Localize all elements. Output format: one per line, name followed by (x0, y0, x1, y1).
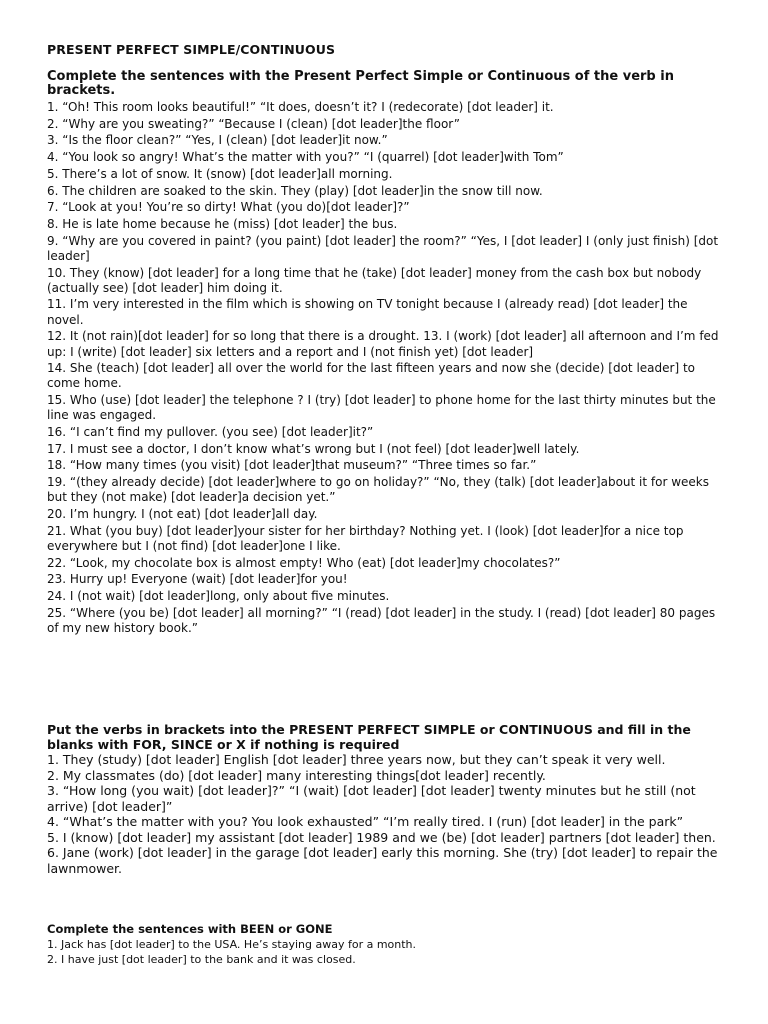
exercise-item: 24. I (not wait) [dot leader]long, only about five minutes. (47, 589, 390, 604)
section-heading-for-since: Put the verbs in brackets into the PRESENT PERFECT SIMPLE or CONTINUOUS and fill in the blanks with FOR, SINCE or X if nothing is required (47, 722, 691, 752)
exercise-item: 19. “(they already decide) [dot leader]where to go on holiday?” “No, they (talk) [dot leader]about it for weeks but they (not make) [dot leader]a decision yet.” (47, 475, 709, 505)
exercise-item: 11. I’m very interested in the film which is showing on TV tonight because I (already read) [dot leader] the novel. (47, 297, 688, 327)
exercise-item: 2. My classmates (do) [dot leader] many interesting things[dot leader] recently. (47, 767, 546, 783)
exercise-item: 17. I must see a doctor, I don’t know what’s wrong but I (not feel) [dot leader]well lately. (47, 441, 580, 456)
exercise-item: 4. “What’s the matter with you? You look exhausted” “I’m really tired. I (run) [dot leader] in the park” (47, 814, 684, 829)
exercise-item: 3. “Is the floor clean?” “Yes, I (clean) [dot leader]it now.” (47, 133, 388, 148)
exercise-item: 1. They (study) [dot leader] English [dot leader] three years now, but they can’t speak it very well. (47, 752, 666, 767)
exercise-item: 18. “How many times (you visit) [dot leader]that museum?” “Three times so far.” (47, 458, 537, 473)
exercise-item: 21. What (you buy) [dot leader]your sister for her birthday? Nothing yet. I (look) [dot leader]for a nice top everywhere but I (not find) [dot leader]one I like. (47, 523, 684, 553)
exercise-item: 10. They (know) [dot leader] for a long time that he (take) [dot leader] money from the cash box but nobody (actually see) [dot leader] him doing it. (47, 265, 702, 295)
section-heading-present-perfect: Complete the sentences with the Present Perfect Simple or Continuous of the verb in brackets. (47, 69, 674, 98)
page-title: PRESENT PERFECT SIMPLE/CONTINUOUS (47, 42, 336, 57)
exercise-item: 5. I (know) [dot leader] my assistant [dot leader] 1989 and we (be) [dot leader] partners [dot leader] then. (47, 829, 716, 845)
exercise-item: 3. “How long (you wait) [dot leader]?” “I (wait) [dot leader] [dot leader] twenty minutes but he still (not arrive) [dot leader]” (47, 783, 696, 814)
exercise-item: 8. He is late home because he (miss) [dot leader] the bus. (47, 216, 398, 231)
exercise-item: 7. “Look at you! You’re so dirty! What (you do)[dot leader]?” (47, 200, 410, 215)
exercise-list-for-since (47, 752, 723, 876)
exercise-item: 14. She (teach) [dot leader] all over the world for the last fifteen years and now she (decide) [dot leader] to come home. (47, 361, 695, 391)
exercise-item: 25. “Where (you be) [dot leader] all morning?” “I (read) [dot leader] in the study. I (read) [dot leader] 80 pages of my new history book.” (47, 605, 716, 635)
exercise-list-present-perfect (47, 100, 719, 638)
exercise-item: 20. I’m hungry. I (not eat) [dot leader]all day. (47, 507, 318, 522)
exercise-item: 2. “Why are you sweating?” “Because I (clean) [dot leader]the floor” (47, 116, 460, 131)
exercise-item: 5. There’s a lot of snow. It (snow) [dot leader]all morning. (47, 166, 393, 181)
exercise-item: 9. “Why are you covered in paint? (you paint) [dot leader] the room?” “Yes, I [dot leader] I (only just finish) [dot leader] (47, 233, 719, 263)
exercise-item: 15. Who (use) [dot leader] the telephone ? I (try) [dot leader] to phone home for the last thirty minutes but the line was engaged. (47, 393, 716, 423)
exercise-item: 4. “You look so angry! What’s the matter with you?” “I (quarrel) [dot leader]with Tom” (47, 150, 564, 165)
exercise-item: 12. It (not rain)[dot leader] for so long that there is a drought. 13. I (work) [dot leader] all afternoon and I’m fed up: I (write) [dot leader] six letters and a report and I (not finish yet) [dot leader] (47, 329, 719, 359)
exercise-item: 2. I have just [dot leader] to the bank and it was closed. (47, 953, 356, 966)
exercise-item: 6. The children are soaked to the skin. They (play) [dot leader]in the snow till now. (47, 183, 543, 198)
exercise-list-been-gone (47, 937, 719, 967)
exercise-item: 1. “Oh! This room looks beautiful!” “It does, doesn’t it? I (redecorate) [dot leader] it. (47, 100, 554, 114)
exercise-item: 16. “I can’t find my pullover. (you see) [dot leader]it?” (47, 425, 374, 440)
exercise-item: 6. Jane (work) [dot leader] in the garage [dot leader] early this morning. She (try) [dot leader] to repair the lawnmower. (47, 845, 718, 876)
exercise-item: 1. Jack has [dot leader] to the USA. He’s staying away for a month. (47, 938, 417, 951)
section-heading-been-gone: Complete the sentences with BEEN or GONE (47, 922, 333, 936)
exercise-item: 22. “Look, my chocolate box is almost empty! Who (eat) [dot leader]my chocolates?” (47, 555, 561, 570)
exercise-item: 23. Hurry up! Everyone (wait) [dot leader]for you! (47, 572, 348, 587)
